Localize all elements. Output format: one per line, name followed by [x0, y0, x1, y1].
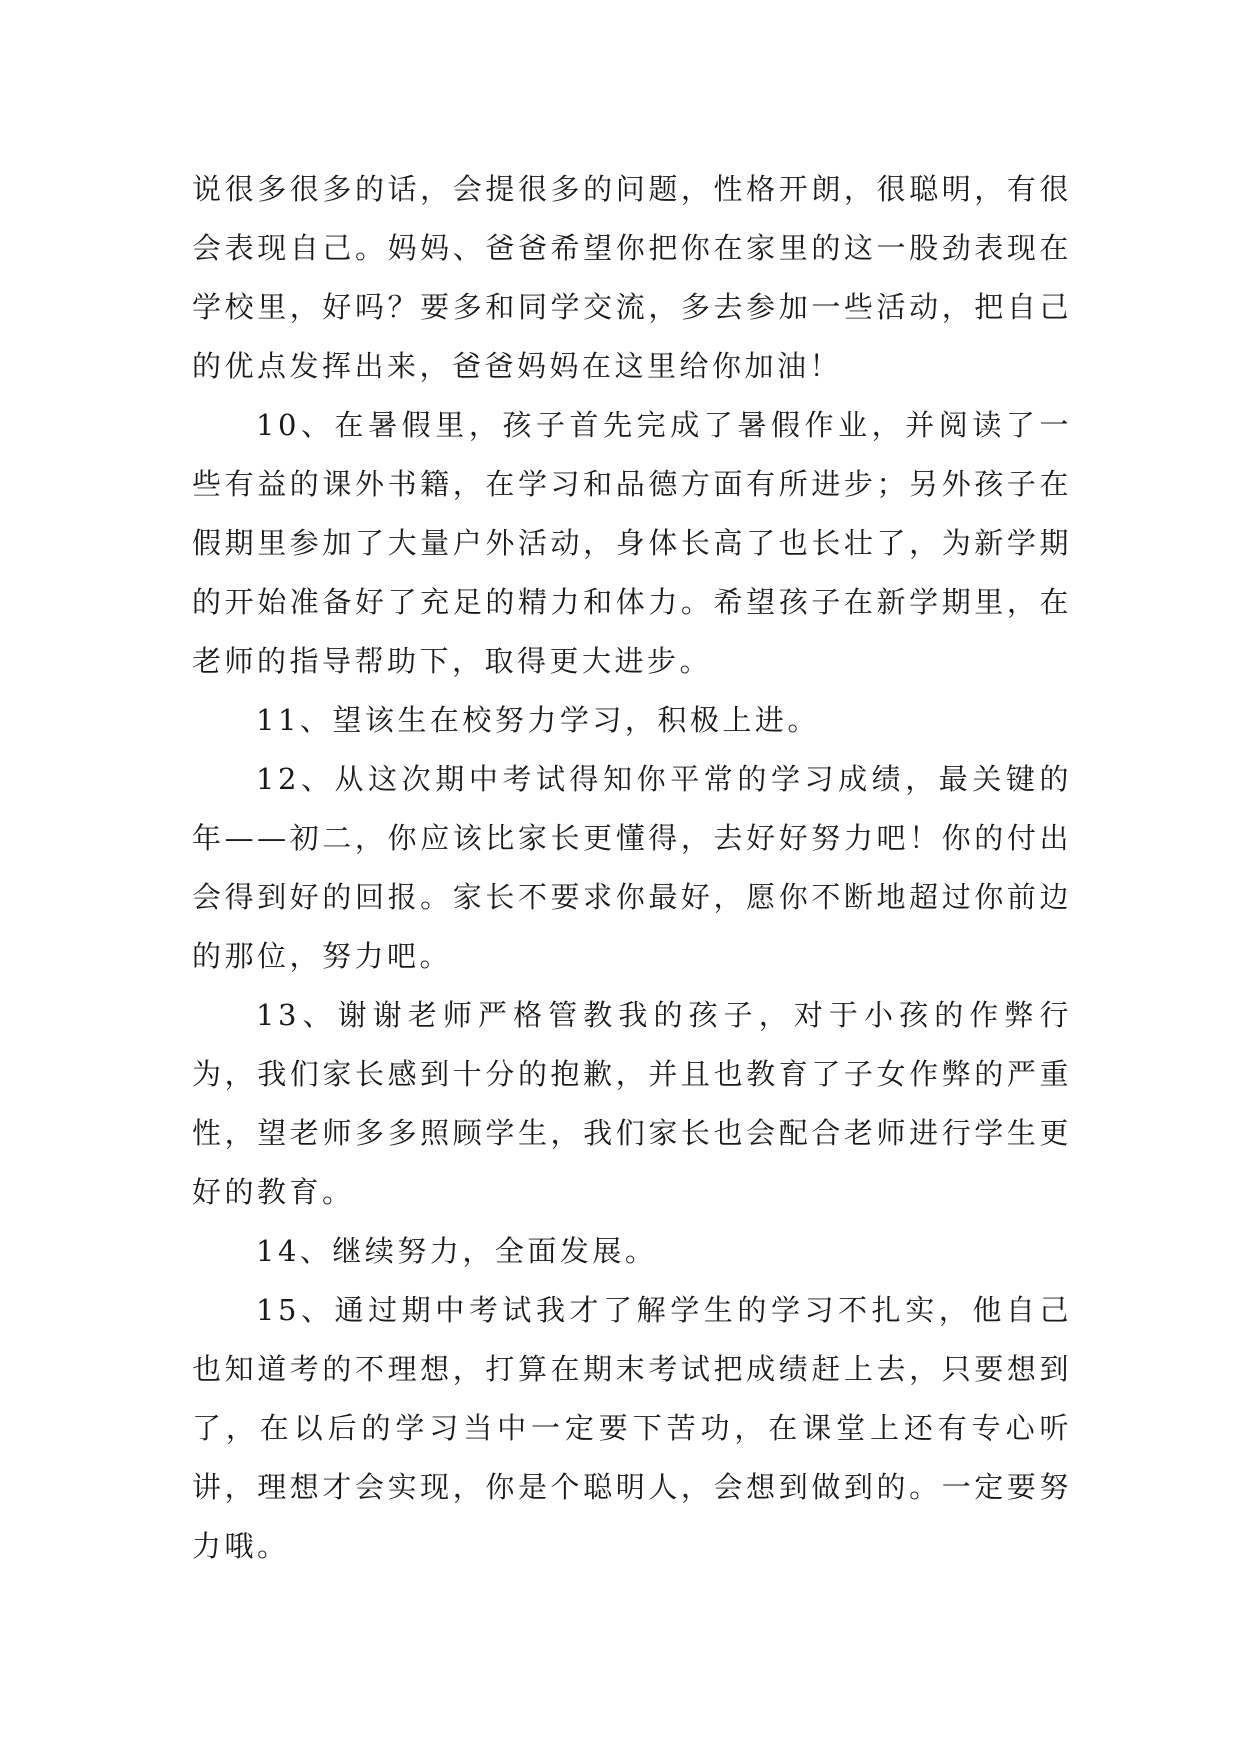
paragraph-item-13: 13、谢谢老师严格管教我的孩子，对于小孩的作弊行为，我们家长感到十分的抱歉，并且也教育了子女作弊的严重性，望老师多多照顾学生，我们家长也会配合老师进行学生更好的教育。: [192, 998, 1072, 1209]
paragraph-item-14: 14、继续努力，全面发展。: [256, 1234, 658, 1268]
document-body: [192, 160, 1072, 1576]
paragraph-item-10: 10、在暑假里，孩子首先完成了暑假作业，并阅读了一些有益的课外书籍，在学习和品德方面有所进步；另外孩子在假期里参加了大量户外活动，身体长高了也长壮了，为新学期的开始准备好了充足的精力和体力。希望孩子在新学期里，在老师的指导帮助下，取得更大进步。: [192, 408, 1072, 678]
paragraph-item-12: 12、从这次期中考试得知你平常的学习成绩，最关键的年——初二，你应该比家长更懂得，去好好努力吧！你的付出会得到好的回报。家长不要求你最好，愿你不断地超过你前边的那位，努力吧。: [192, 762, 1072, 973]
paragraph-continuation: 说很多很多的话，会提很多的问题，性格开朗，很聪明，有很会表现自己。妈妈、爸爸希望你把你在家里的这一股劲表现在学校里，好吗？要多和同学交流，多去参加一些活动，把自己的优点发挥出来，爸爸妈妈在这里给你加油！: [192, 172, 1072, 383]
paragraph-item-11: 11、望该生在校努力学习，积极上进。: [256, 703, 820, 737]
paragraph-item-15: 15、通过期中考试我才了解学生的学习不扎实，他自己也知道考的不理想，打算在期末考试把成绩赶上去，只要想到了，在以后的学习当中一定要下苦功，在课堂上还有专心听讲，理想才会实现，你是个聪明人，会想到做到的。一定要努力哦。: [192, 1293, 1072, 1563]
